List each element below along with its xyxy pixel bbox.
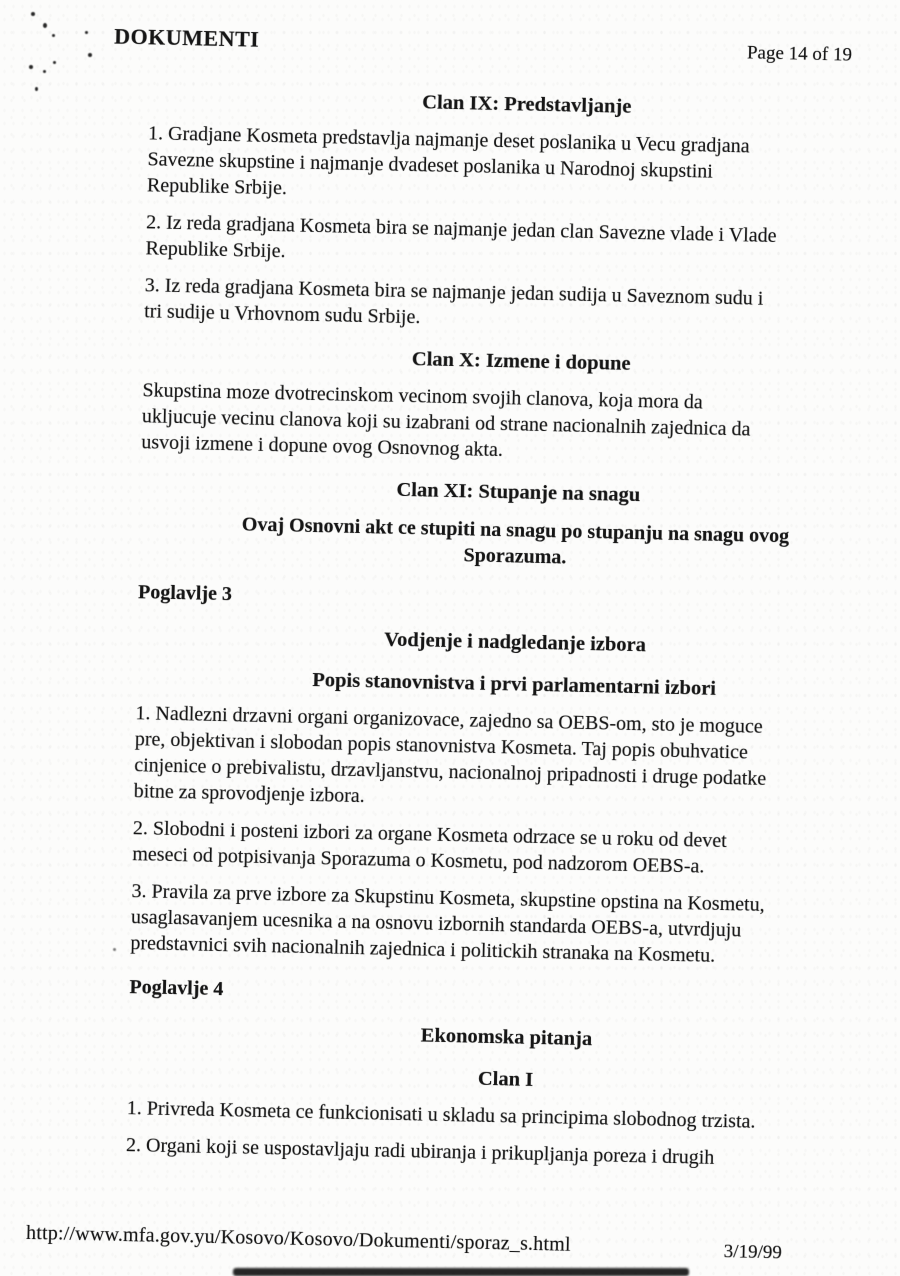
body-paragraph: 1. Privreda Kosmeta ce funkcionisati u skladu sa principima slobodnog trzista. xyxy=(126,1097,756,1133)
source-url-text: http://www.mfa.gov.yu/Kosovo/Kosovo/Dokumenti/sporaz_s.html xyxy=(25,1221,571,1256)
section-heading: Clan XI: Stupanje na snagu xyxy=(396,478,641,507)
section-heading: Ekonomska pitanja xyxy=(420,1024,593,1051)
document-header xyxy=(12,0,900,84)
section-heading: Vodjenje i nadgledanje izbora xyxy=(383,628,647,657)
chapter-label: Poglavlje 4 xyxy=(129,976,224,1001)
body-paragraph: Skupstina moze dvotrecinskom vecinom svojih clanova, koja mora da ukljucuje vecinu clanova koji su izabrani od strane nacionalnih zajednica da usvoji izmene i dopune ovog Osnovnog akta. xyxy=(141,379,751,462)
print-date: 3/19/99 xyxy=(723,1241,783,1264)
section-heading: Clan IX: Predstavljanje xyxy=(422,91,632,118)
section-heading: Clan I xyxy=(477,1067,534,1091)
body-paragraph: 2. Slobodni i posteni izbori za organe Kosmeta odrzace se u roku od devet meseci od potpisivanja Sporazuma o Kosmetu, pod nadzorom OEBS-a. xyxy=(132,817,727,878)
document-footer xyxy=(26,1222,830,1266)
scanner-artifact-bar xyxy=(233,1268,689,1276)
section-heading: Clan X: Izmene i dopune xyxy=(411,348,631,375)
chapter-label: Poglavlje 3 xyxy=(137,581,233,606)
document-body xyxy=(126,83,841,1173)
body-paragraph: 1. Gradjane Kosmeta predstavlja najmanje deset poslanika u Vecu gradjana Savezne skupstine i najmanje dvadeset poslanika u Narodnoj skupstini Republike Srbije. xyxy=(146,122,750,200)
page-number-label: Page 14 of 19 xyxy=(746,42,853,66)
site-label: DOKUMENTI xyxy=(113,23,260,52)
body-paragraph: 2. Iz reda gradjana Kosmeta bira se najmanje jedan clan Savezne vlade i Vlade Republike Srbije. xyxy=(145,211,777,263)
section-heading: Popis stanovnistva i prvi parlamentarni izbori xyxy=(312,669,717,700)
body-paragraph: 2. Organi koji se uspostavljaju radi ubiranja i prikupljanja poreza i drugih xyxy=(125,1134,715,1169)
centered-paragraph: Ovaj Osnovni akt ce stupiti na snagu po stupanju na snagu ovog Sporazuma. xyxy=(241,513,790,569)
body-paragraph: 1. Nadlezni drzavni organi organizovace, zajedno sa OEBS-om, sto je moguce pre, objektivan i slobodan popis stanovnistva Kosmeta. Taj popis obuhvatice cinjenice o prebivalistu, drzavljanstvu, nacionalnoj pripadnosti i druge podatke bitne za sprovodjenje izbora. xyxy=(133,702,767,808)
body-paragraph: 3. Iz reda gradjana Kosmeta bira se najmanje jedan sudija u Saveznom sudu i tri sudije u Vrhovnom sudu Srbije. xyxy=(143,274,764,329)
body-paragraph: 3. Pravila za prve izbore za Skupstinu Kosmeta, skupstine opstina na Kosmetu, usaglasavanjem ucesnika a na osnovu izbornih standarda OEBS-a, utvrdjuju predstavnici svih nacionalnih zajednica i politickih stranaka na Kosmetu. xyxy=(130,880,765,967)
